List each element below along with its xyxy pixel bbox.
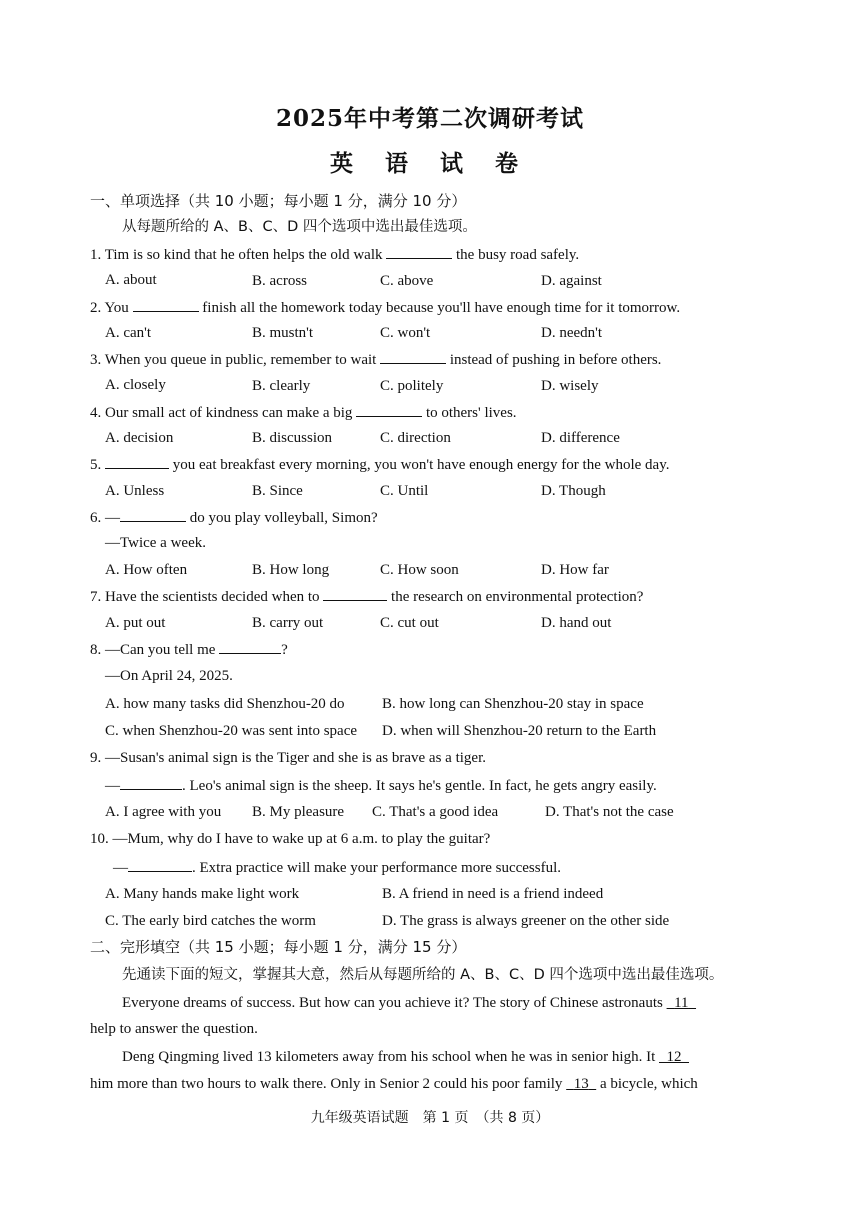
section2-heading: 二、完形填空（共 15 小题；每小题 1 分，满分 15 分） [90, 938, 467, 956]
option-d: D. when will Shenzhou-20 return to the Earth [382, 723, 657, 739]
option-d: D. needn't [541, 325, 603, 341]
question-7-stem [90, 586, 643, 607]
stem-part: 1. Tim is so kind that he often helps the old walk [90, 247, 383, 263]
option-b: B. mustn't [252, 325, 314, 341]
option-b: B. across [252, 273, 307, 289]
stem-part: 4. Our small act of kindness can make a big [90, 405, 353, 421]
passage-line-4 [90, 1074, 698, 1094]
stem-part: ? [281, 642, 288, 658]
question-10-stem: 10. —Mum, why do I have to wake up at 6 a.m. to play the guitar? [90, 831, 491, 847]
option-d: D. against [541, 273, 602, 289]
stem-part: 7. Have the scientists decided when to [90, 589, 320, 605]
question-5-stem [90, 454, 669, 475]
question-8-reply: —On April 24, 2025. [105, 668, 233, 684]
section1-instruction: 从每题所给的 A、B、C、D 四个选项中选出最佳选项。 [122, 219, 477, 235]
option-d: D. difference [541, 430, 620, 446]
answer-blank [120, 775, 182, 790]
question-10-reply [113, 857, 561, 878]
option-d: D. hand out [541, 615, 612, 631]
blank-number: 13 [573, 1076, 589, 1092]
option-b: B. How long [252, 562, 330, 578]
option-b: B. how long can Shenzhou-20 stay in space [382, 696, 644, 712]
option-c: C. won't [380, 325, 431, 341]
option-a: A. can't [105, 325, 152, 341]
question-2-stem [90, 297, 680, 318]
option-a: A. about [105, 272, 157, 288]
stem-part: the research on environmental protection? [391, 589, 644, 605]
option-d: D. wisely [541, 378, 599, 394]
stem-part: 3. When you queue in public, remember to wait [90, 352, 377, 368]
option-b: B. Since [252, 483, 303, 499]
option-c: C. cut out [380, 615, 439, 631]
blank-number: 11 [674, 995, 689, 1011]
option-c: C. Until [380, 483, 429, 499]
option-c: C. How soon [380, 562, 459, 578]
option-a: A. closely [105, 377, 166, 393]
stem-part: 8. —Can you tell me [90, 642, 216, 658]
passage-line-3 [122, 1047, 689, 1067]
answer-blank [380, 349, 446, 364]
option-b: B. My pleasure [252, 804, 345, 820]
option-b: B. carry out [252, 615, 324, 631]
option-a: A. I agree with you [105, 804, 222, 820]
option-a: A. how many tasks did Shenzhou-20 do [105, 696, 345, 712]
option-c: C. That's a good idea [372, 804, 499, 820]
question-9-reply [105, 775, 657, 796]
option-c: C. above [380, 273, 434, 289]
blank-number-12 [659, 1049, 689, 1065]
question-6-reply: —Twice a week. [105, 535, 206, 551]
answer-blank [356, 402, 422, 417]
section2-instruction: 先通读下面的短文，掌握其大意，然后从每题所给的 A、B、C、D 四个选项中选出最佳选项。 [122, 967, 724, 983]
passage-text: Everyone dreams of success. But how can you achieve it? The story of Chinese astronauts [122, 995, 663, 1011]
reply-part: . Leo's animal sign is the sheep. It says he's gentle. In fact, he gets angry easily. [182, 778, 657, 794]
answer-blank [386, 244, 452, 259]
page-footer: 九年级英语试题 第 1 页 （共 8 页） [310, 1110, 550, 1126]
question-9-stem: 9. —Susan's animal sign is the Tiger and she is as brave as a tiger. [90, 750, 486, 766]
answer-blank [133, 297, 199, 312]
option-d: D. Though [541, 483, 606, 499]
exam-subtitle: 英 语 试 卷 [329, 150, 531, 177]
passage-text: Deng Qingming lived 13 kilometers away from his school when he was in senior high. It [122, 1049, 656, 1065]
stem-part: 2. You [90, 300, 129, 316]
stem-part: the busy road safely. [456, 247, 580, 263]
option-c: C. The early bird catches the worm [105, 913, 316, 929]
option-d: D. The grass is always greener on the other side [382, 913, 670, 929]
answer-blank [219, 639, 281, 654]
option-a: A. put out [105, 615, 166, 631]
answer-blank [128, 857, 192, 872]
question-3-stem [90, 349, 661, 370]
exam-title: 2025年中考第二次调研考试 [275, 105, 584, 132]
option-c: C. when Shenzhou-20 was sent into space [105, 723, 358, 739]
stem-part: you eat breakfast every morning, you won't have enough energy for the whole day. [172, 457, 670, 473]
passage-line-1 [122, 993, 696, 1013]
reply-part: . Extra practice will make your performance more successful. [192, 860, 562, 876]
option-c: C. politely [380, 378, 444, 394]
question-4-stem [90, 402, 517, 423]
option-d: D. How far [541, 562, 609, 578]
option-b: B. discussion [252, 430, 333, 446]
option-a: A. Many hands make light work [105, 886, 300, 902]
option-b: B. clearly [252, 378, 311, 394]
blank-number-11 [667, 995, 696, 1011]
reply-part: — [113, 860, 128, 876]
stem-part: to others' lives. [425, 405, 517, 421]
option-d: D. That's not the case [545, 804, 674, 820]
option-c: C. direction [380, 430, 451, 446]
question-6-stem [90, 507, 378, 528]
stem-part: finish all the homework today because you'll have enough time for it tomorrow. [202, 300, 681, 316]
answer-blank [120, 507, 186, 522]
blank-number-13 [566, 1076, 596, 1092]
answer-blank [323, 586, 387, 601]
passage-text: him more than two hours to walk there. Only in Senior 2 could his poor family [90, 1076, 563, 1092]
option-b: B. A friend in need is a friend indeed [382, 886, 604, 902]
section1-heading: 一、单项选择（共 10 小题；每小题 1 分，满分 10 分） [90, 192, 467, 210]
option-a: A. decision [105, 430, 174, 446]
option-a: A. How often [105, 562, 188, 578]
stem-part: do you play volleyball, Simon? [189, 510, 378, 526]
question-1-stem [90, 244, 579, 265]
blank-number: 12 [666, 1049, 682, 1065]
stem-part: 6. — [90, 510, 120, 526]
passage-line-2: help to answer the question. [90, 1021, 258, 1037]
reply-part: — [105, 778, 120, 794]
answer-blank [105, 454, 169, 469]
question-8-stem [90, 639, 288, 660]
stem-part: instead of pushing in before others. [449, 352, 662, 368]
passage-text: a bicycle, which [599, 1076, 698, 1092]
stem-part: 5. [90, 457, 102, 473]
option-a: A. Unless [105, 483, 165, 499]
